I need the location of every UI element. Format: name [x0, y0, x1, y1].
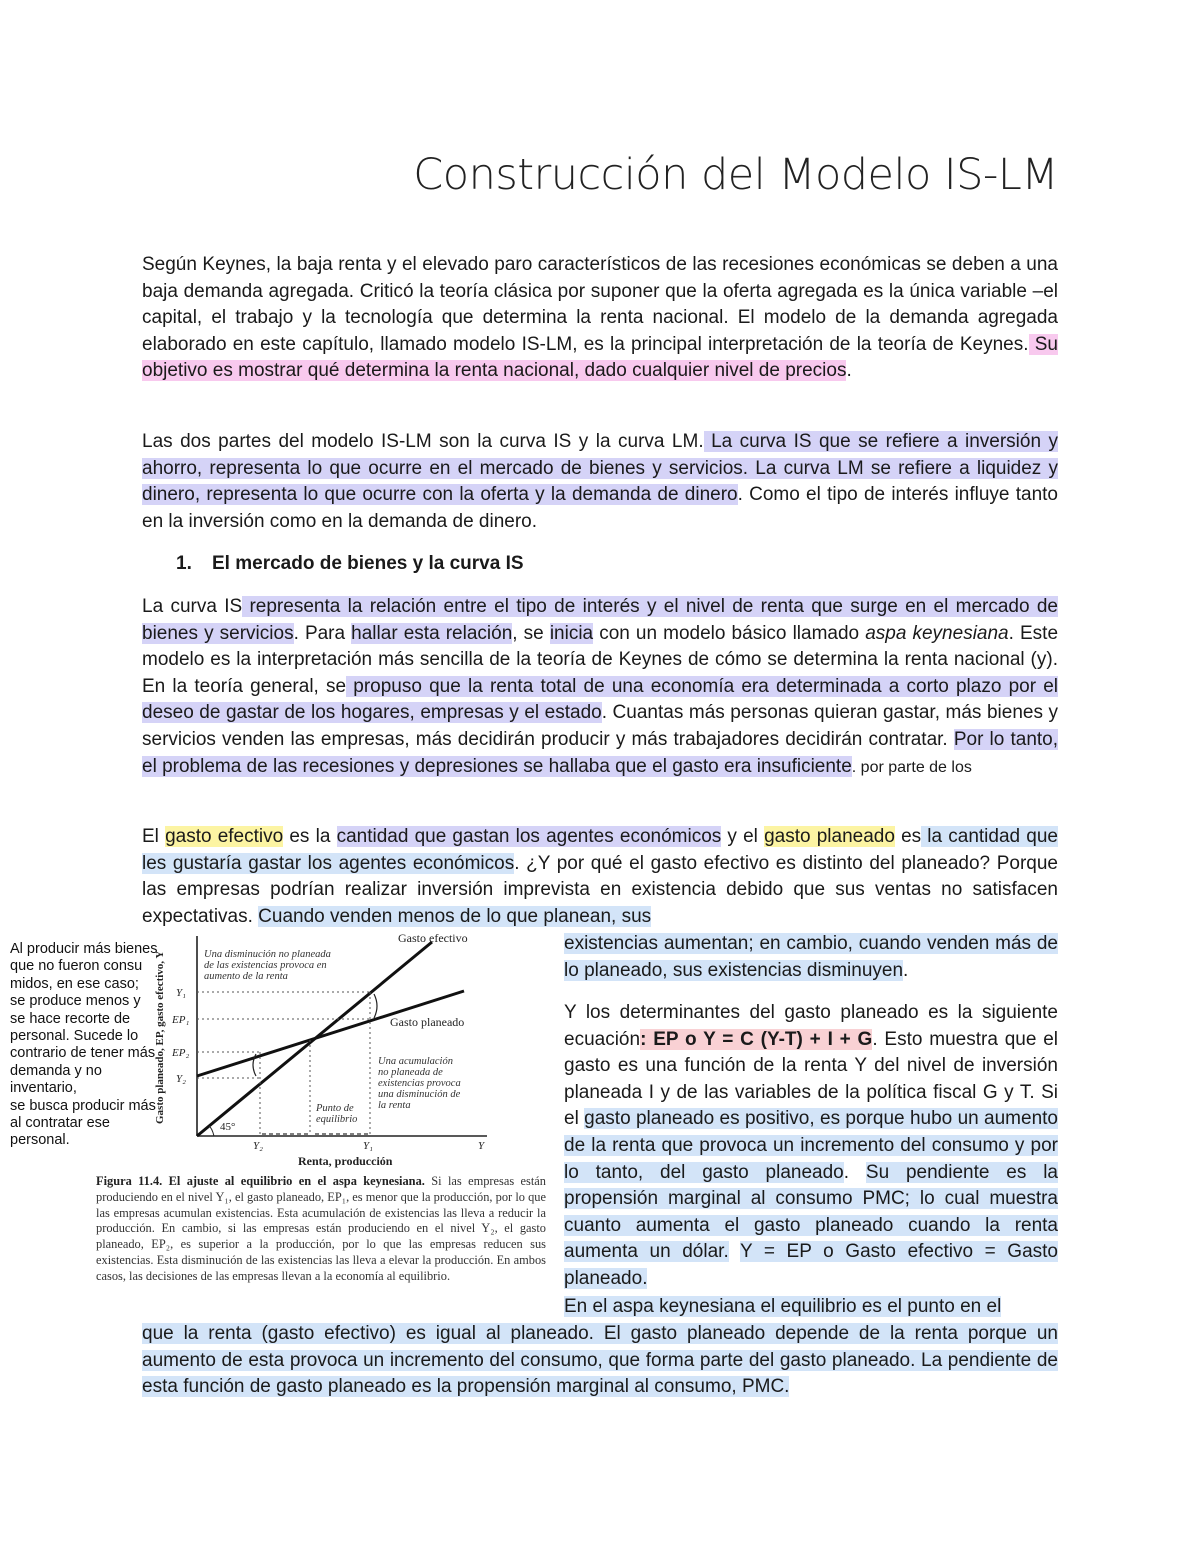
parts-text: Las dos partes del modelo IS-LM son la curva IS y la curva LM. [142, 431, 704, 452]
y-tick-label: Y₂ [176, 1073, 186, 1085]
x-tick-label: Y [478, 1140, 485, 1152]
caption-label: Figura 11.4. El ajuste al equilibrio en el aspa keynesiana. [96, 1174, 425, 1188]
gasto-text-1: El [142, 826, 166, 847]
is-text-1: La curva IS [142, 596, 243, 617]
gasto-highlight-1: cantidad que gastan los agentes económicos [336, 826, 722, 847]
note-right-line: una disminución de [378, 1089, 461, 1100]
ecuacion-formula: : EP o Y = C (Y-T) + I + G [640, 1028, 873, 1050]
paragraph-intro [142, 252, 1058, 385]
side-note-line: personal. Sucede lo [10, 1028, 139, 1045]
note-top-line: aumento de la renta [204, 971, 288, 982]
parts-end: . Como el tipo de interés influye tanto en la inversión como en la demanda de dinero. [142, 484, 1058, 532]
is-text-5: . Este modelo es la interpretación más sencilla de la teoría de Keynes de cómo se determina la renta nacional (y). En la teoría general, se [142, 622, 1059, 697]
is-text-2: . Para [293, 622, 352, 644]
paragraph-is-curve [142, 594, 1058, 781]
equilibrio-highlight-2: que la renta (gasto efectivo) es igual al planeado. El gasto planeado depende de la renta porque un aumento de esta provoca un incremento del consumo, que forma parte del gasto planeado. La pendiente de esta función de gasto planeado es la propensión marginal al consumo, PMC. [142, 1323, 1058, 1398]
label-gasto-efectivo: Gasto efectivo [398, 931, 468, 945]
gasto-highlight-3: Cuando venden menos de lo que planean, sus [258, 905, 652, 927]
side-note-line: inventario, [10, 1080, 77, 1097]
figure-caption [96, 1174, 546, 1285]
intro-end: . [846, 360, 852, 382]
gasto-planeado-term: gasto planeado [764, 826, 895, 847]
is-highlight-5: Por lo tanto, el problema de las recesiones y depresiones se hallaba que el gasto era insuficiente [142, 728, 1059, 777]
parts-highlight: La curva IS que se refiere a inversión y ahorro, representa lo que ocurre en el mercado de bienes y servicios. La curva LM se refiere a liquidez y dinero, representa lo que ocurre con la oferta y la demanda de dinero [142, 431, 1058, 506]
page-title: Construcción del Modelo IS-LM [413, 150, 1058, 200]
gasto-text-3: y el [721, 826, 765, 847]
x-axis-title: Renta, producción [298, 1154, 393, 1168]
existencias-end: . [903, 959, 909, 981]
x-tick-label: Y₂ [253, 1140, 263, 1152]
note-right-line: Una acumulación [378, 1056, 453, 1067]
ecuacion-text-3: . [843, 1161, 866, 1183]
is-highlight-3: inicia [549, 622, 594, 644]
gasto-efectivo-term: gasto efectivo [165, 826, 284, 847]
y-tick-label: EP₂ [172, 1047, 190, 1059]
is-text-7: . por parte de los [851, 758, 972, 776]
is-text-6: . Cuantas más personas quieran gastar, más bienes y servicios venden las empresas, más decidirán producir y más trabajadores decidirán contratar. [142, 702, 1058, 750]
y-axis-title: Gasto planeado, EP, gasto efectivo, Y [154, 950, 166, 1124]
side-note-line: se produce menos y [10, 993, 141, 1010]
side-note-line: se busca producir más [10, 1097, 156, 1114]
equilibrio-highlight-1: En el aspa keynesiana el equilibrio es el punto en el [564, 1296, 1002, 1317]
side-note-line: contrario de tener más [10, 1045, 156, 1062]
ecuacion-text-1: Y los determinantes del gasto planeado es la siguiente ecuación [564, 1002, 1058, 1050]
paragraph-ecuacion [564, 1000, 1058, 1293]
gasto-highlight-2: la cantidad que les gustaría gastar los agentes económicos [142, 826, 1058, 874]
label-gasto-planeado: Gasto planeado [390, 1015, 465, 1029]
angle-label: 45° [220, 1121, 236, 1133]
section-title: El mercado de bienes y la curva IS [212, 553, 524, 574]
side-note-line: se hace recorte de [10, 1010, 131, 1027]
section-number: 1. [176, 553, 192, 574]
is-text-4: con un modelo básico llamado [593, 622, 866, 644]
paragraph-gasto [142, 824, 1058, 930]
paragraph-is-lm-parts [142, 429, 1058, 535]
ecuacion-text-2: . Esto muestra que el gasto es una función de la renta Y del nivel de inversión planeada I y de las variables de la política fiscal G y T. Si el [564, 1028, 1058, 1130]
paragraph-equilibrio-start [564, 1294, 1058, 1321]
ecuacion-highlight-2: Su pendiente es la propensión marginal al consumo PMC; lo cual muestra cuanto aumenta el gasto planeado cuando la renta aumenta un dólar. [564, 1161, 1059, 1263]
y-tick-label: EP₁ [172, 1014, 190, 1026]
side-note-line: midos, en ese caso; [10, 975, 139, 992]
aspa-keynesiana-term: aspa keynesiana [865, 622, 1009, 644]
gasto-text-2: es la [283, 826, 337, 847]
existencias-highlight: existencias aumentan; en cambio, cuando venden más de lo planeado, sus existencias disminuyen [564, 933, 1058, 981]
note-right-line: la renta [378, 1100, 411, 1111]
angle-arc [209, 1126, 214, 1136]
side-note-line: demanda y no [10, 1062, 102, 1079]
brace-right [374, 994, 377, 1018]
ecuacion-highlight-3: Y = EP o Gasto efectivo = Gasto planeado. [564, 1241, 1058, 1289]
is-highlight-4: propuso que la renta total de una economía era determinada a corto plazo por el deseo de gastar de los hogares, empresas y el estado [142, 675, 1058, 724]
note-right-line: no planeada de [378, 1067, 443, 1078]
paragraph-gasto-cont [564, 931, 1058, 984]
paragraph-equilibrio [142, 1321, 1058, 1401]
side-annotation [10, 941, 172, 1150]
ecuacion-text-4 [729, 1241, 740, 1262]
side-note-line: al contratar ese [10, 1115, 110, 1132]
gasto-text-4: es [894, 826, 922, 847]
note-top-line: de las existencias provoca en [204, 960, 327, 971]
note-top-line: Una disminución no planeada [204, 949, 331, 960]
is-highlight-2: hallar esta relación [351, 622, 513, 644]
caption-text: Si las empresas están produciendo en el nivel Y₁, el gasto planeado, EP₁, es menor que la producción, por lo que las empresas acumulan existencias. Esta acumulación de existencias las lleva a reducir la producción. En cambio, si las empresas están produciendo en el nivel Y₂, el gasto planeado, EP₂, es superior a la producción, por lo que las empresas reducen sus existencias. Esta disminución de las existencias las lleva a elevar la producción. En ambos casos, las decisiones de las empresas llevan a la economía al equilibrio. [96, 1174, 546, 1283]
note-right-line: existencias provoca [378, 1078, 461, 1089]
intro-highlight: Su objetivo es mostrar qué determina la renta nacional, dado cualquier nivel de precios [142, 333, 1058, 382]
is-text-3: , se [512, 622, 550, 644]
side-note-line: personal. [10, 1132, 70, 1149]
y-tick-label: Y₁ [176, 987, 186, 999]
note-equilibrium-line: Punto de [316, 1103, 354, 1114]
note-equilibrium-line: equilibrio [316, 1114, 358, 1125]
side-note-line: que no fueron consu [10, 958, 143, 975]
gasto-text-5: . ¿Y por qué el gasto efectivo es distinto del planeado? Porque las empresas podrían realizar inversión imprevista en existencia debido que sus ventas no satisfacen expectativas. [142, 852, 1058, 927]
section-heading [176, 553, 524, 575]
x-tick-label: Y₁ [363, 1140, 373, 1152]
intro-text: Según Keynes, la baja renta y el elevado paro característicos de las recesiones económicas se deben a una baja demanda agregada. Criticó la teoría clásica por suponer que la oferta agregada es la única variable –el capital, el trabajo y la tecnología que determina la renta nacional. El modelo de la demanda agregada elaborado en este capítulo, llamado modelo IS-LM, es la principal interpretación de la teoría de Keynes. [142, 254, 1058, 355]
ecuacion-highlight-1: gasto planeado es positivo, es porque hubo un aumento de la renta que provoca un incremento del consumo y por lo tanto, del gasto planeado [564, 1108, 1058, 1183]
is-highlight-1: representa la relación entre el tipo de interés y el nivel de renta que surge en el mercado de bienes y servicios [142, 596, 1058, 644]
side-note-line: Al producir más bienes [10, 941, 158, 957]
keynesian-cross-figure [152, 928, 497, 1168]
